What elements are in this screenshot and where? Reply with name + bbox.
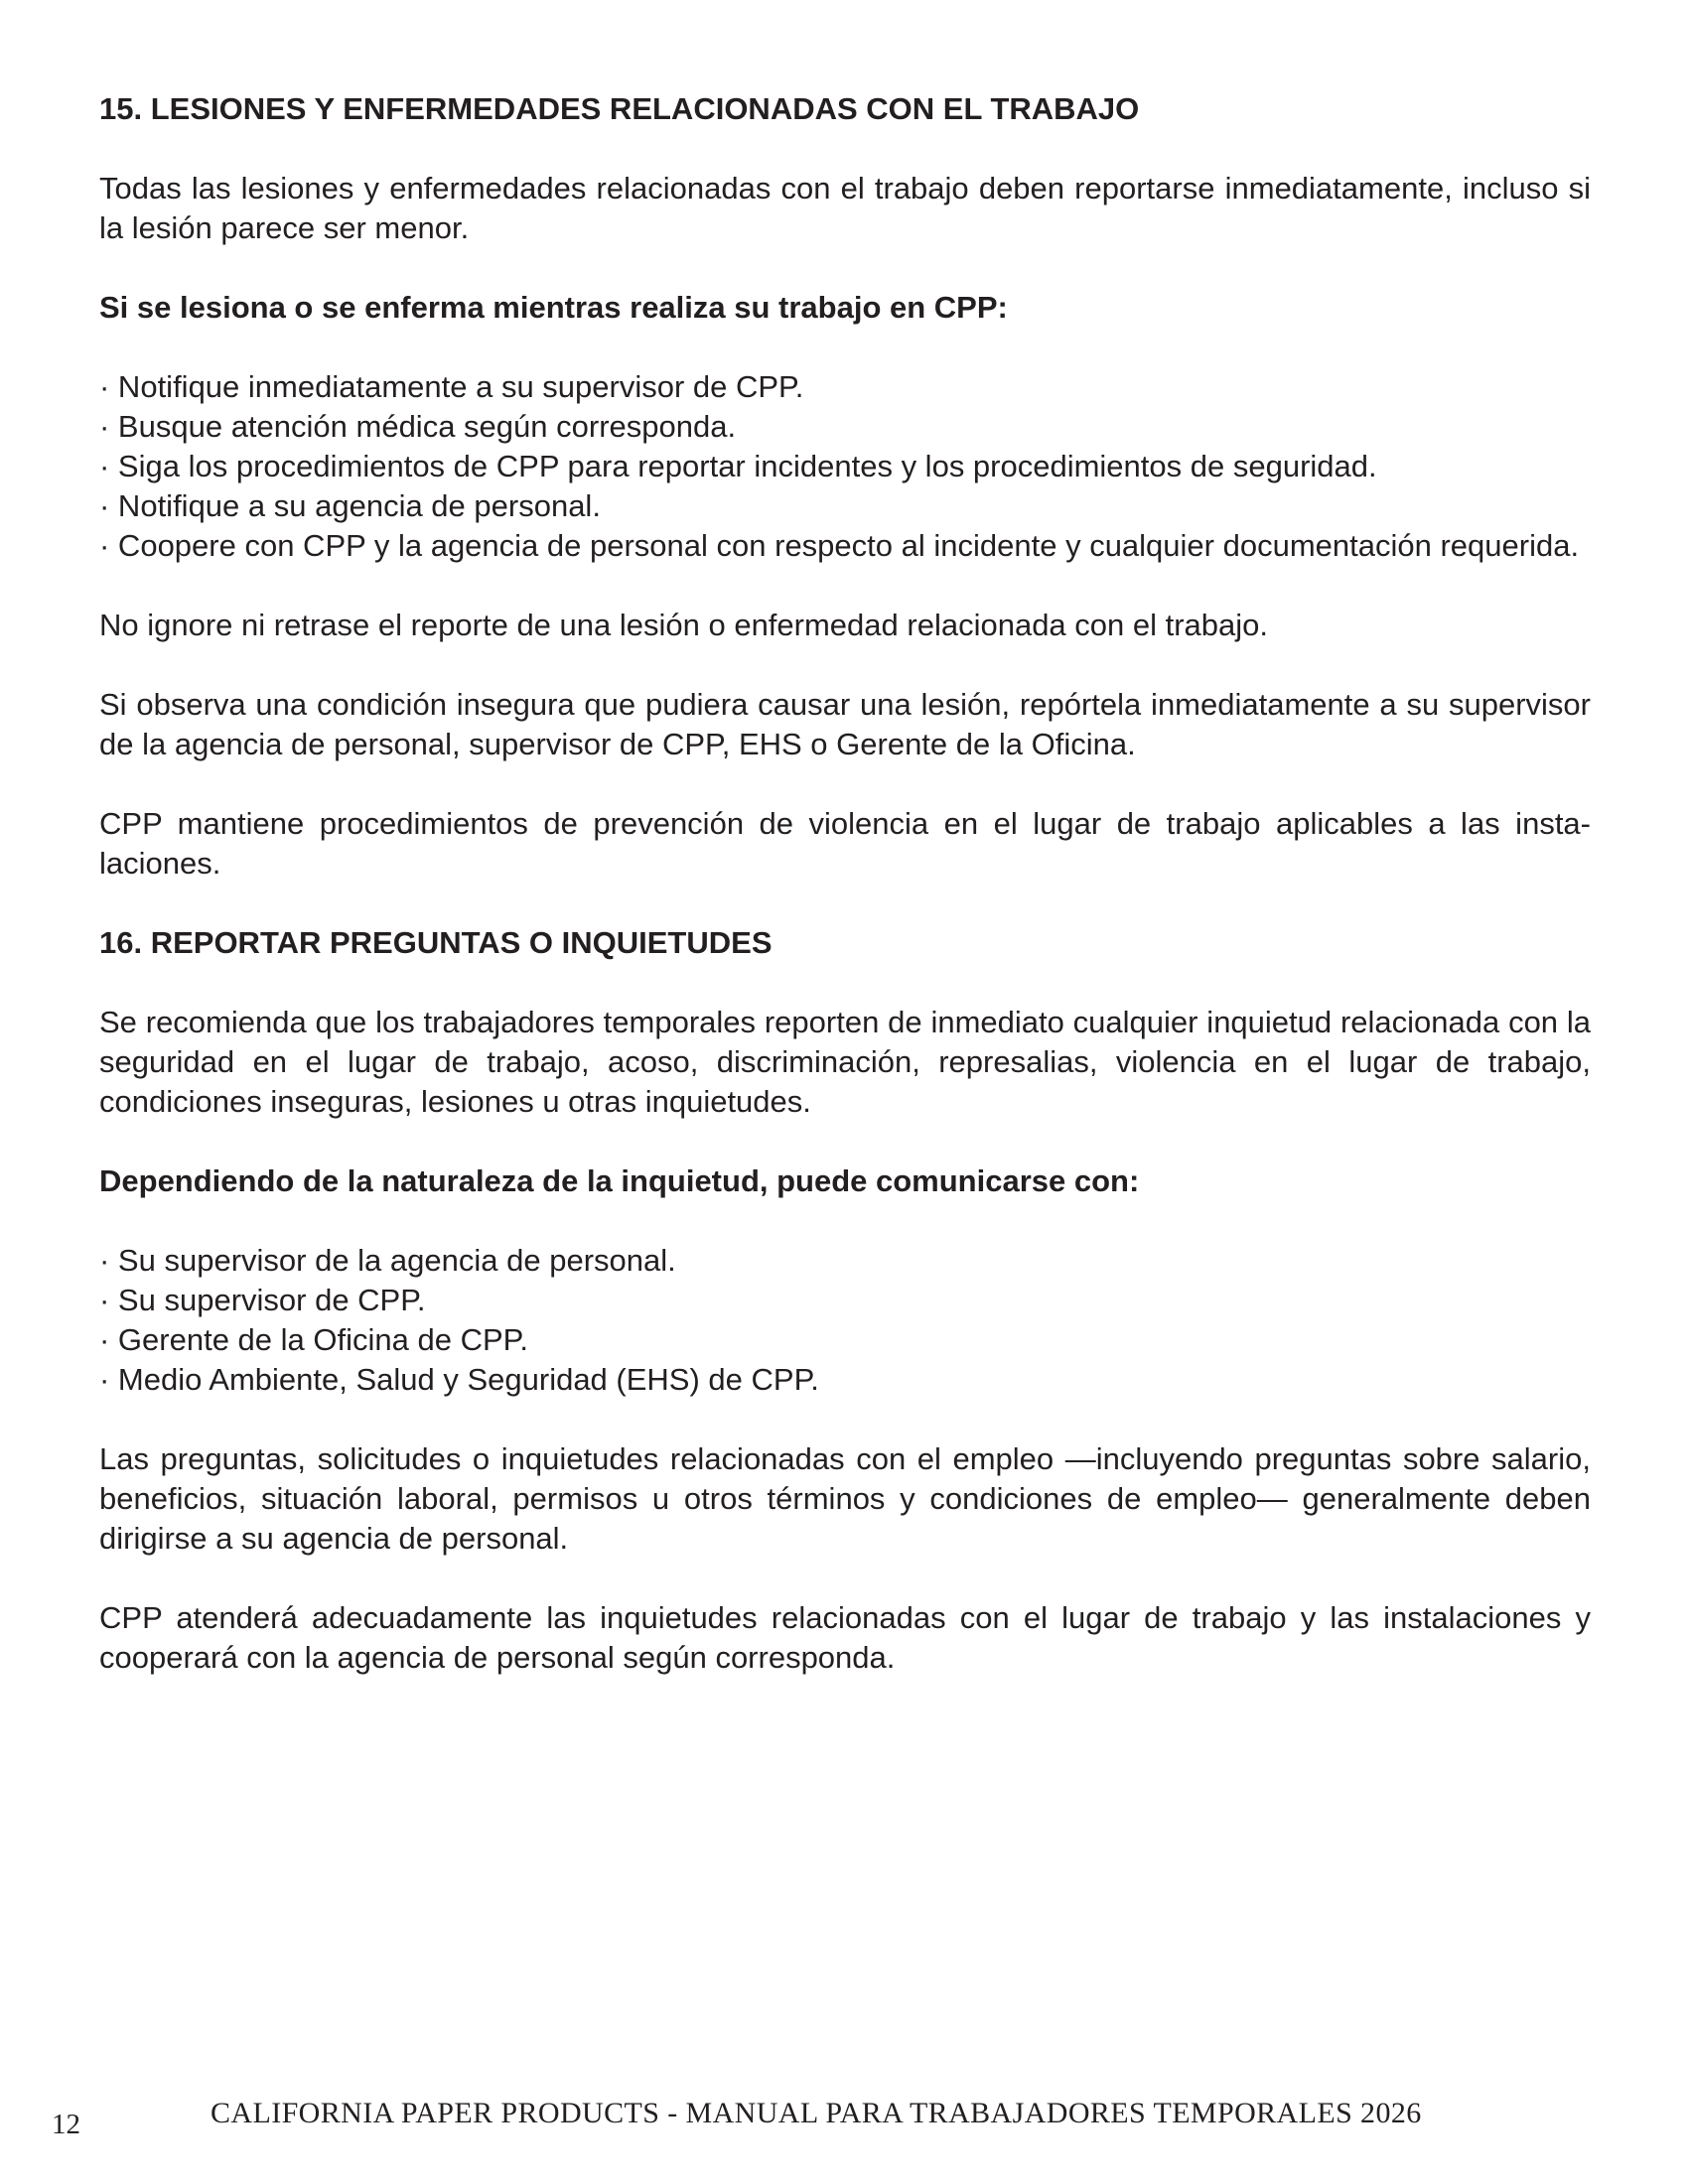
list-item: · Notifique inmediatamente a su supervisor de CPP. [99,369,804,404]
section-15-unsafe-condition-paragraph: Si observa una condición insegura que pudiera causar una lesión, repórtela inmediatamente a su supervisor de la agencia de personal, supervisor de CPP, EHS o Gerente de la Oficina. [99,687,1591,761]
section-15-no-ignore-paragraph: No ignore ni retrase el reporte de una lesión o enfermedad relacionada con el trabajo. [99,608,1269,642]
list-item: · Medio Ambiente, Salud y Seguridad (EHS) de CPP. [99,1362,819,1397]
section-15-violence-prevention-paragraph: CPP mantiene procedimientos de prevención de violencia en el lugar de trabajo aplicables a las instalaciones. [99,806,1591,881]
section-15-bullet-list [99,367,1591,566]
section-15-intro: Todas las lesiones y enfermedades relacionadas con el trabajo deben reportarse inmediatamente, incluso si la lesión parece ser menor. [99,171,1591,245]
section-16-title: 16. REPORTAR PREGUNTAS O INQUIETUDES [99,925,773,960]
section-16-employment-paragraph: Las preguntas, solicitudes o inquietudes relacionadas con el empleo —incluyendo preguntas sobre salario, beneficios, situación laboral, permisos u otros términos y condiciones de empleo— generalmente deben dirigirse a su agencia de personal. [99,1441,1591,1556]
section-16-attend-paragraph: CPP atenderá adecuadamente las inquietudes relacionadas con el lugar de trabajo y las instalaciones y cooperará con la agencia de personal según corresponda. [99,1600,1591,1675]
section-15-subheading: Si se lesiona o se enferma mientras realiza su trabajo en CPP: [99,290,1008,325]
page-content [99,89,1591,1717]
page-number: 12 [52,2109,80,2140]
section-16-intro: Se recomienda que los trabajadores temporales reporten de inmediato cualquier inquietud relacionada con la seguridad en el lugar de trabajo, acoso, discriminación, represalias, violencia en el lugar de trabajo, condiciones inseguras, lesiones u otras inquietudes. [99,1005,1591,1119]
section-15-title: 15. LESIONES Y ENFERMEDADES RELACIONADAS CON EL TRABAJO [99,91,1140,126]
section-16-subheading: Dependiendo de la naturaleza de la inquietud, puede comunicarse con: [99,1163,1140,1198]
footer-title: CALIFORNIA PAPER PRODUCTS - MANUAL PARA TRABAJADORES TEMPORALES 2026 [211,2097,1422,2129]
list-item: · Busque atención médica según corresponda. [99,409,737,444]
list-item: · Su supervisor de CPP. [99,1283,426,1317]
list-item: · Su supervisor de la agencia de personal. [99,1243,676,1278]
page-footer [0,2097,1688,2140]
list-item: · Notifique a su agencia de personal. [99,488,601,523]
list-item: · Siga los procedimientos de CPP para reportar incidentes y los procedimientos de seguridad. [99,449,1377,483]
list-item: · Gerente de la Oficina de CPP. [99,1322,528,1357]
list-item: · Coopere con CPP y la agencia de personal con respecto al incidente y cualquier documentación requerida. [99,528,1580,563]
section-16-bullet-list [99,1241,1591,1400]
